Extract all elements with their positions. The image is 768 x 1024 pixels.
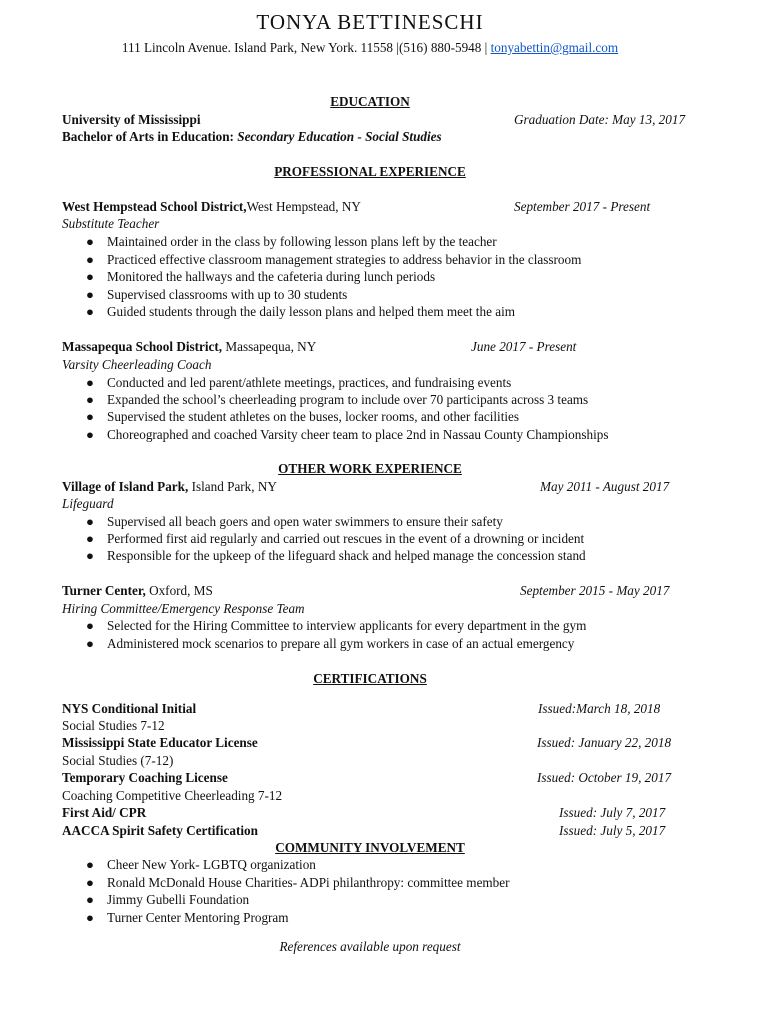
employer-name: Turner Center, — [62, 583, 146, 598]
job-employer-line — [62, 338, 316, 355]
job-bullet: Selected for the Hiring Committee to interview applicants for every department in the gym — [107, 618, 587, 633]
job-dates: May 2011 - August 2017 — [540, 479, 670, 494]
graduation-date: Graduation Date: May 13, 2017 — [514, 112, 686, 127]
job-dates: September 2015 - May 2017 — [520, 583, 670, 598]
job-employer-line — [62, 198, 361, 215]
community-item: Turner Center Mentoring Program — [107, 910, 289, 925]
employer-location: Island Park, NY — [188, 479, 277, 494]
professional-heading: PROFESSIONAL EXPERIENCE — [274, 164, 466, 179]
bullet-icon: ● — [86, 857, 94, 872]
cert-detail: Social Studies (7-12) — [62, 753, 174, 768]
bullet-icon: ● — [86, 375, 94, 390]
bullet-icon: ● — [86, 234, 94, 249]
other-work-heading: OTHER WORK EXPERIENCE — [278, 461, 462, 476]
cert-detail: Coaching Competitive Cheerleading 7-12 — [62, 788, 283, 803]
job-bullet: Responsible for the upkeep of the lifeguard shack and helped manage the concession stand — [107, 548, 586, 563]
community-heading: COMMUNITY INVOLVEMENT — [275, 840, 465, 855]
job-bullet: Performed first aid regularly and carried out rescues in the event of a drowning or incident — [107, 531, 585, 546]
references-note: References available upon request — [279, 939, 461, 954]
cert-issued: Issued: January 22, 2018 — [537, 735, 672, 750]
job-dates: September 2017 - Present — [514, 199, 651, 214]
job-title: Lifeguard — [62, 496, 114, 511]
bullet-icon: ● — [86, 618, 94, 633]
job-bullet: Conducted and led parent/athlete meetings, practices, and fundraising events — [107, 375, 512, 390]
job-title: Substitute Teacher — [62, 216, 160, 231]
bullet-icon: ● — [86, 875, 94, 890]
bullet-icon: ● — [86, 514, 94, 529]
job-dates: June 2017 - Present — [471, 339, 577, 354]
contact-line — [0, 39, 740, 56]
bullet-icon: ● — [86, 427, 94, 442]
job-bullet: Monitored the hallways and the cafeteria during lunch periods — [107, 269, 436, 284]
employer-location: Massapequa, NY — [222, 339, 317, 354]
employer-name: Village of Island Park, — [62, 479, 189, 494]
cert-issued: Issued:March 18, 2018 — [538, 701, 661, 716]
bullet-icon: ● — [86, 548, 94, 563]
job-bullet: Expanded the school’s cheerleading program to include over 70 participants across 3 teams — [107, 392, 589, 407]
bullet-icon: ● — [86, 409, 94, 424]
job-employer-line — [62, 478, 277, 495]
bullet-icon: ● — [86, 892, 94, 907]
cert-issued: Issued: July 5, 2017 — [559, 823, 666, 838]
job-bullet: Practiced effective classroom management strategies to address behavior in the classroom — [107, 252, 582, 267]
bullet-icon: ● — [86, 304, 94, 319]
cert-issued: Issued: July 7, 2017 — [559, 805, 666, 820]
community-item: Jimmy Gubelli Foundation — [107, 892, 250, 907]
bullet-icon: ● — [86, 252, 94, 267]
job-bullet: Choreographed and coached Varsity cheer team to place 2nd in Nassau County Championships — [107, 427, 609, 442]
candidate-name: TONYA BETTINESCHI — [256, 10, 484, 34]
bullet-icon: ● — [86, 392, 94, 407]
bullet-icon: ● — [86, 269, 94, 284]
degree-label: Bachelor of Arts in Education: — [62, 129, 238, 144]
community-item: Ronald McDonald House Charities- ADPi philanthropy: committee member — [107, 875, 510, 890]
cert-name: Temporary Coaching License — [62, 770, 228, 785]
employer-name: West Hempstead School District, — [62, 199, 247, 214]
job-title: Varsity Cheerleading Coach — [62, 357, 212, 372]
certifications-heading: CERTIFICATIONS — [313, 671, 427, 686]
job-employer-line — [62, 582, 213, 599]
cert-detail: Social Studies 7-12 — [62, 718, 165, 733]
school-name: University of Mississippi — [62, 112, 201, 127]
job-bullet: Supervised classrooms with up to 30 students — [107, 287, 348, 302]
employer-location: West Hempstead, NY — [246, 199, 361, 214]
bullet-icon: ● — [86, 910, 94, 925]
job-bullet: Maintained order in the class by following lesson plans left by the teacher — [107, 234, 497, 249]
job-bullet: Supervised all beach goers and open water swimmers to ensure their safety — [107, 514, 503, 529]
education-heading: EDUCATION — [330, 94, 410, 109]
cert-name: Mississippi State Educator License — [62, 735, 258, 750]
degree-line — [62, 128, 442, 145]
bullet-icon: ● — [86, 287, 94, 302]
job-bullet: Supervised the student athletes on the buses, locker rooms, and other facilities — [107, 409, 520, 424]
cert-name: First Aid/ CPR — [62, 805, 147, 820]
email-link[interactable]: tonyabettin@gmail.com — [490, 40, 619, 55]
employer-name: Massapequa School District, — [62, 339, 223, 354]
employer-location: Oxford, MS — [145, 583, 213, 598]
community-item: Cheer New York- LGBTQ organization — [107, 857, 316, 872]
job-title: Hiring Committee/Emergency Response Team — [62, 601, 305, 616]
bullet-icon: ● — [86, 636, 94, 651]
cert-name: AACCA Spirit Safety Certification — [62, 823, 258, 838]
cert-issued: Issued: October 19, 2017 — [537, 770, 672, 785]
degree-field: Secondary Education - Social Studies — [237, 129, 442, 144]
bullet-icon: ● — [86, 531, 94, 546]
cert-name: NYS Conditional Initial — [62, 701, 197, 716]
address-phone: 111 Lincoln Avenue. Island Park, New York. 11558 |(516) 880-5948 | — [121, 40, 488, 55]
job-bullet: Administered mock scenarios to prepare all gym workers in case of an actual emergency — [107, 636, 575, 651]
job-bullet: Guided students through the daily lesson plans and helped them meet the aim — [107, 304, 515, 319]
